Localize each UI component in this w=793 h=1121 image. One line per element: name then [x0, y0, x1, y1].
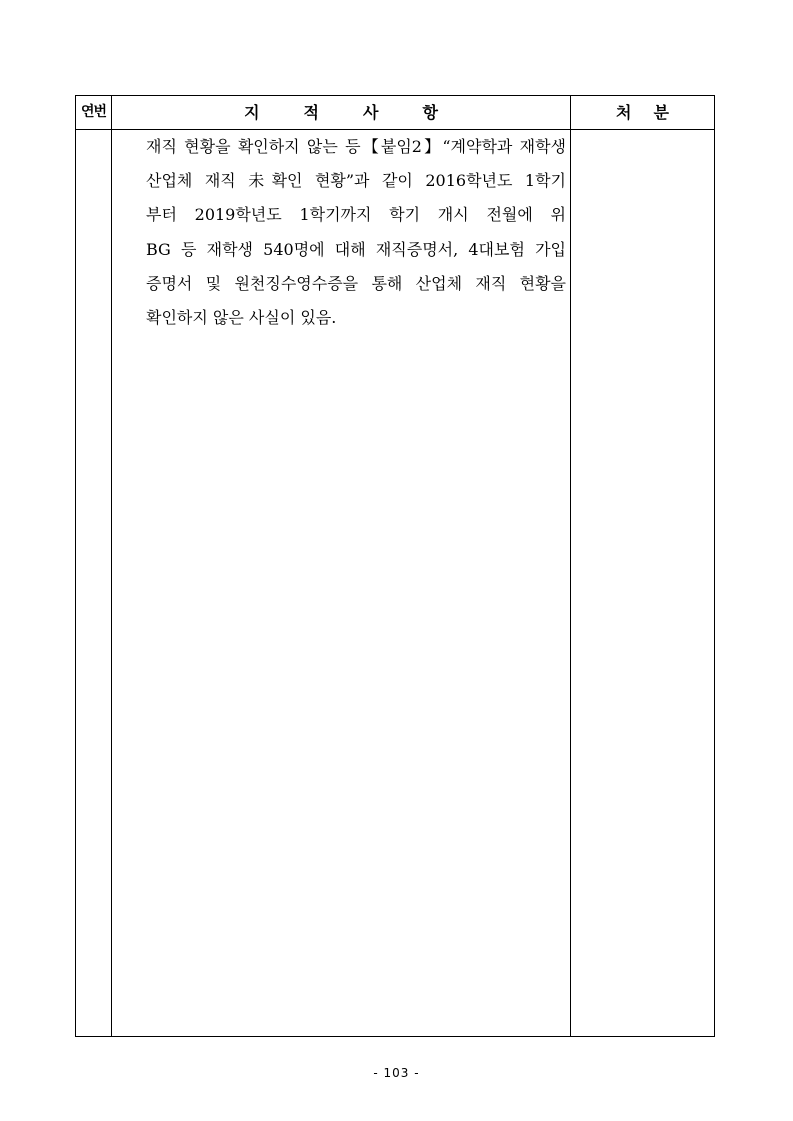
column-divider-action [570, 96, 571, 1036]
header-action [571, 96, 714, 129]
findings-line: BG 등 재학생 540명에 대해 재직증명서, 4대보험 가입 [146, 239, 566, 259]
header-number: 연번 [80, 104, 107, 120]
findings-body [146, 130, 566, 335]
header-findings-char: 항 [422, 103, 438, 122]
table-header-row [76, 96, 714, 130]
column-divider-number [111, 96, 112, 1036]
header-findings-char: 지 [244, 103, 260, 122]
findings-line: 산업체 재직 未확인 현황”과 같이 2016학년도 1학기 [146, 171, 566, 191]
header-action-char: 처 [616, 103, 632, 122]
audit-findings-table [75, 95, 715, 1037]
findings-line: 증명서 및 원천징수영수증을 통해 산업체 재직 현황을 [146, 273, 566, 293]
header-findings-char: 적 [303, 103, 319, 122]
findings-line: 확인하지 않은 사실이 있음. [146, 308, 337, 328]
header-findings [112, 96, 570, 129]
header-findings-char: 사 [363, 103, 379, 122]
header-action-char: 분 [653, 103, 669, 122]
page-number: - 103 - [373, 1066, 420, 1080]
findings-line: 부터 2019학년도 1학기까지 학기 개시 전월에 위 [146, 205, 566, 225]
findings-line: 재직 현황을 확인하지 않는 등【붙임2】“계약학과 재학생 [146, 137, 566, 156]
